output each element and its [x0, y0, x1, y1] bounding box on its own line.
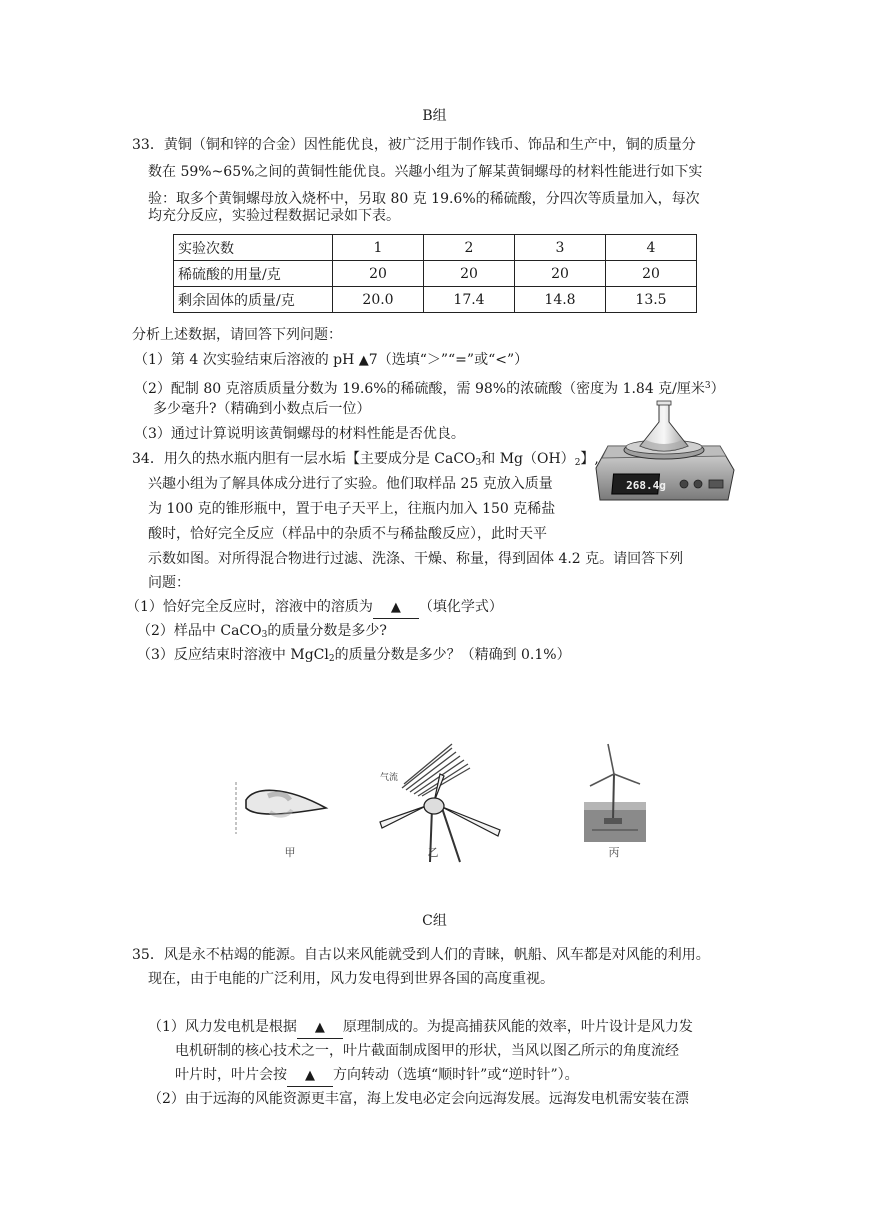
table-row — [174, 287, 697, 313]
q33-line-4: 均充分反应，实验过程数据记录如下表。 — [148, 208, 400, 224]
q35-part-1-text-e: 方向转动（选填“顺时针”或“逆时针”）。 — [333, 1067, 579, 1083]
figure-label-jia: 甲 — [284, 846, 296, 859]
q34-part-3-text-a: （3）反应结束时溶液中 MgCl — [137, 647, 329, 663]
q34-part-3 — [137, 645, 571, 669]
q33-part-2 — [134, 376, 725, 399]
table-cell: 20.0 — [333, 287, 424, 313]
table-header-cell: 实验次数 — [174, 235, 333, 261]
q34-part-2 — [137, 621, 387, 645]
table-header-cell: 3 — [515, 235, 606, 261]
q34-part-2-text-a: （2）样品中 CaCO — [137, 623, 262, 639]
q33-part-1-text-b: 7（选填“＞”“=”或“<”） — [368, 352, 529, 368]
q34-text: 】, — [580, 451, 599, 467]
airflow-label: 气流 — [380, 773, 399, 783]
figure-jia-airfoil — [236, 782, 326, 834]
table-cell: 14.8 — [515, 287, 606, 313]
superscript: 3 — [704, 381, 711, 391]
figure-bing-offshore-turbine — [584, 744, 646, 842]
figure-label-bing: 丙 — [608, 846, 620, 859]
q34-line-5: 示数如图。对所得混合物进行过滤、洗涤、干燥、称量，得到固体 4.2 克。请回答下列 — [148, 551, 684, 567]
table-row — [174, 235, 697, 261]
q35-part-2: （2）由于远海的风能资源更丰富，海上发电必定会向远海发展。远海发电机需安装在漂 — [148, 1091, 689, 1107]
answer-blank-icon[interactable]: ▲ — [297, 1018, 343, 1039]
answer-blank-icon[interactable]: ▲ — [287, 1066, 333, 1087]
q34-part-1 — [126, 597, 503, 619]
q33-part-3: （3）通过计算说明该黄铜螺母的材料性能是否优良。 — [134, 426, 465, 442]
q33-line-2: 数在 59%~65%之间的黄铜性能优良。兴趣小组为了解某黄铜螺母的材料性能进行如下实 — [148, 164, 703, 180]
q33-part-1-text-a: （1）第 4 次实验结束后溶液的 pH — [134, 352, 359, 368]
q34-text: 和 Mg（OH） — [481, 451, 575, 467]
subscript: 2 — [574, 458, 581, 468]
q35-line-2: 现在，由于电能的广泛利用，风力发电得到世界各国的高度重视。 — [148, 971, 554, 987]
table-header-cell: 1 — [333, 235, 424, 261]
wind-turbine-figures — [230, 738, 650, 868]
q35-part-1-line-3 — [175, 1065, 579, 1087]
q35-line-1: 35．风是永不枯竭的能源。自古以来风能就受到人们的青睐，帆船、风车都是对风能的利用。 — [132, 947, 710, 963]
q35-part-1 — [148, 1017, 693, 1039]
table-cell: 20 — [606, 261, 697, 287]
q34-line-3: 为 100 克的锥形瓶中，置于电子天平上，往瓶内加入 150 克稀盐 — [148, 501, 556, 517]
q34-part-2-text-b: 的质量分数是多少? — [267, 623, 387, 639]
q34-line-2: 兴趣小组为了解具体成分进行了实验。他们取样品 25 克放入质量 — [148, 476, 553, 492]
q35-part-1-text-a: （1）风力发电机是根据 — [148, 1019, 297, 1035]
group-b-title: B组 — [422, 108, 447, 124]
q34-part-3-text-b: 的质量分数是多少？（精确到 0.1%） — [334, 647, 571, 663]
q33-line-1: 33．黄铜（铜和锌的合金）因性能优良，被广泛用于制作钱币、饰品和生产中，铜的质量分 — [132, 137, 696, 153]
table-cell: 13.5 — [606, 287, 697, 313]
table-cell: 稀硫酸的用量/克 — [174, 261, 333, 287]
table-row — [174, 261, 697, 287]
electronic-balance-image — [588, 400, 738, 510]
subscript: 3 — [475, 458, 482, 468]
q34-line-4: 酸时，恰好完全反应（样品中的杂质不与稀盐酸反应），此时天平 — [148, 526, 547, 542]
subscript: 2 — [328, 654, 335, 664]
answer-blank-icon[interactable]: ▲ — [358, 353, 369, 368]
q34-text: 34．用久的热水瓶内胆有一层水垢【主要成分是 CaCO — [132, 451, 476, 467]
q33-intro: 分析上述数据，请回答下列问题： — [132, 327, 342, 343]
experiment-table — [173, 234, 697, 313]
q33-part-2-line-2: 多少毫升?（精确到小数点后一位） — [153, 401, 371, 417]
table-cell: 17.4 — [424, 287, 515, 313]
subscript: 3 — [261, 630, 268, 640]
balance-button-icon — [680, 480, 688, 488]
q35-part-1-text-d: 叶片时，叶片会按 — [175, 1067, 287, 1083]
q35-part-1-line-2: 电机研制的核心技术之一，叶片截面制成图甲的形状，当风以图乙所示的角度流经 — [175, 1043, 679, 1059]
q34-part-1-text-b: （填化学式） — [418, 599, 503, 615]
q33-part-1 — [134, 350, 528, 371]
balance-reading: 268.4g — [626, 479, 666, 492]
table-header-cell: 4 — [606, 235, 697, 261]
group-c-title: C组 — [422, 913, 447, 929]
q34-part-1-text-a: （1）恰好完全反应时，溶液中的溶质为 — [126, 599, 373, 615]
balance-button-icon — [709, 480, 723, 488]
balance-button-icon — [694, 480, 702, 488]
table-cell: 20 — [424, 261, 515, 287]
q35-part-1-text-b: 原理制成的。为提高捕获风能的效率，叶片设计是风力发 — [342, 1019, 693, 1035]
figure-yi-turbine — [380, 744, 500, 862]
figure-label-yi: 乙 — [427, 846, 439, 859]
table-cell: 20 — [515, 261, 606, 287]
q34-line-1 — [132, 449, 599, 473]
table-cell: 剩余固体的质量/克 — [174, 287, 333, 313]
q33-part-2-text-b: ） — [710, 381, 725, 397]
table-cell: 20 — [333, 261, 424, 287]
table-header-cell: 2 — [424, 235, 515, 261]
answer-blank-icon[interactable]: ▲ — [373, 598, 419, 619]
q34-line-6: 问题： — [148, 575, 190, 591]
q33-line-3: 验：取多个黄铜螺母放入烧杯中，另取 80 克 19.6%的稀硫酸，分四次等质量加入，每次 — [148, 191, 700, 207]
q33-part-2-text-a: （2）配制 80 克溶质质量分数为 19.6%的稀硫酸，需 98%的浓硫酸（密度为 1.84 克/厘米 — [134, 381, 705, 397]
